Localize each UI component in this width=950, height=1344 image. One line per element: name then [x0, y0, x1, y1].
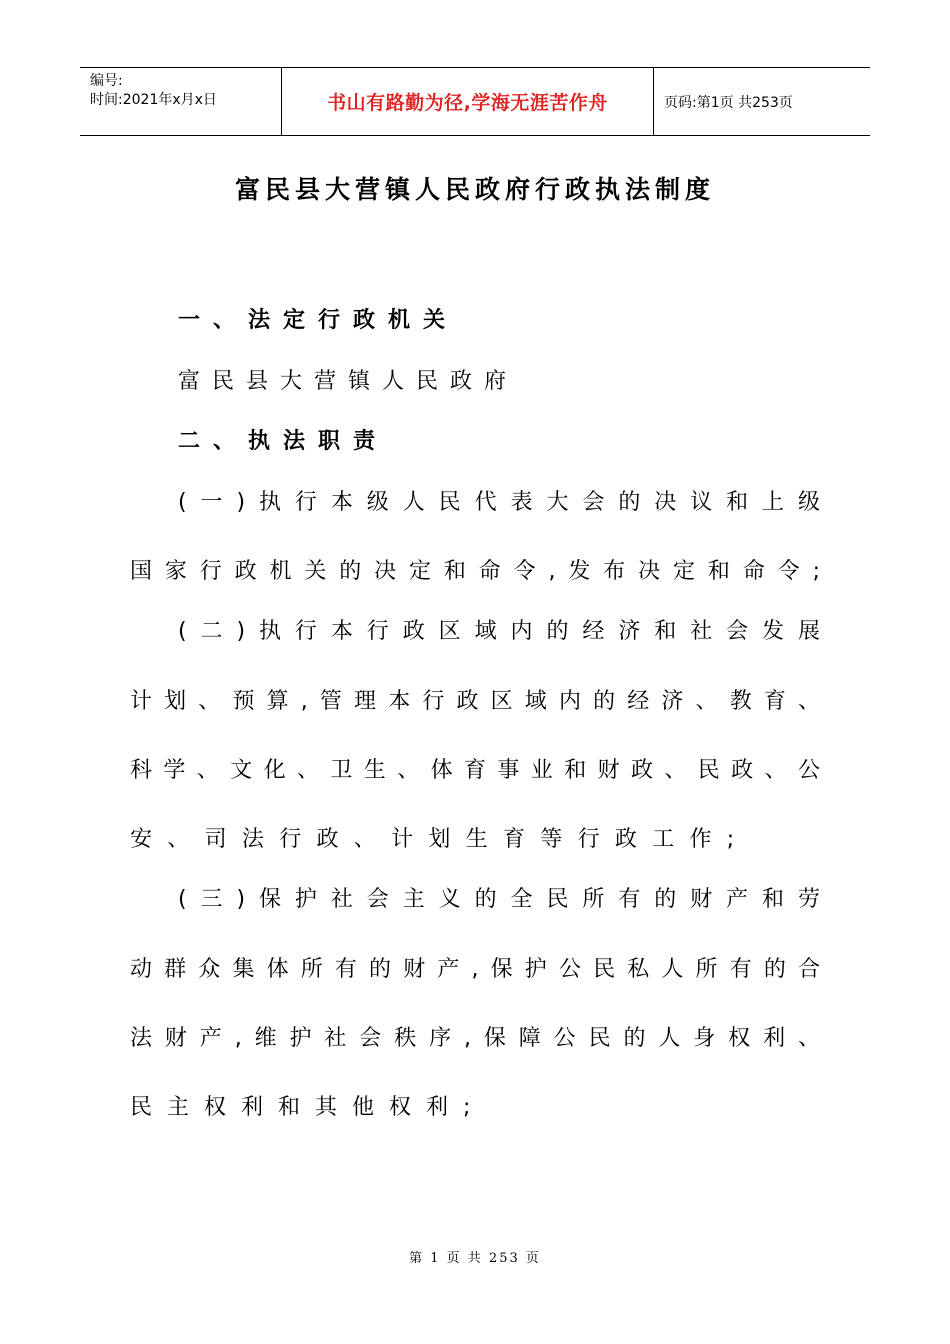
header-table: [80, 67, 870, 136]
paragraph-line: 民主权利和其他权利;: [130, 1095, 486, 1120]
paragraph-line: 科学、文化、卫生、体育事业和财政、民政、公: [130, 758, 820, 783]
paragraph-line: (三)保护社会主义的全民所有的财产和劳: [178, 887, 820, 912]
paragraph-line: 国家行政机关的决定和命令,发布决定和命令;: [130, 559, 820, 584]
header-meta-cell: [80, 68, 282, 135]
section-heading-2: 二、执法职责: [178, 429, 389, 454]
paragraph-line: 计划、预算,管理本行政区域内的经济、教育、: [130, 689, 820, 714]
paragraph-line: 法财产,维护社会秩序,保障公民的人身权利、: [130, 1026, 820, 1051]
page-footer: 第 1 页 共 253 页: [409, 1251, 541, 1266]
header-page-cell: [654, 68, 870, 135]
paragraph-line: 安、司法行政、计划生育等行政工作;: [130, 827, 750, 852]
paragraph-line: 动群众集体所有的财产,保护公民私人所有的合: [130, 957, 820, 982]
paragraph-line: (二)执行本行政区域内的经济和社会发展: [178, 619, 820, 644]
header-motto: 书山有路勤为径,学海无涯苦作舟: [327, 92, 608, 114]
header-page-label: 页码:第1页 共253页: [664, 94, 793, 111]
document-time-label: 时间:2021年x月x日: [90, 92, 217, 108]
section-heading-1: 一、法定行政机关: [178, 308, 459, 333]
paragraph-line: (一)执行本级人民代表大会的决议和上级: [178, 490, 820, 515]
header-motto-cell: [282, 68, 654, 135]
document-title: 富民县大营镇人民政府行政执法制度: [234, 175, 715, 204]
document-number-label: 编号:: [90, 73, 123, 89]
section-body-1: 富民县大营镇人民政府: [178, 369, 519, 394]
